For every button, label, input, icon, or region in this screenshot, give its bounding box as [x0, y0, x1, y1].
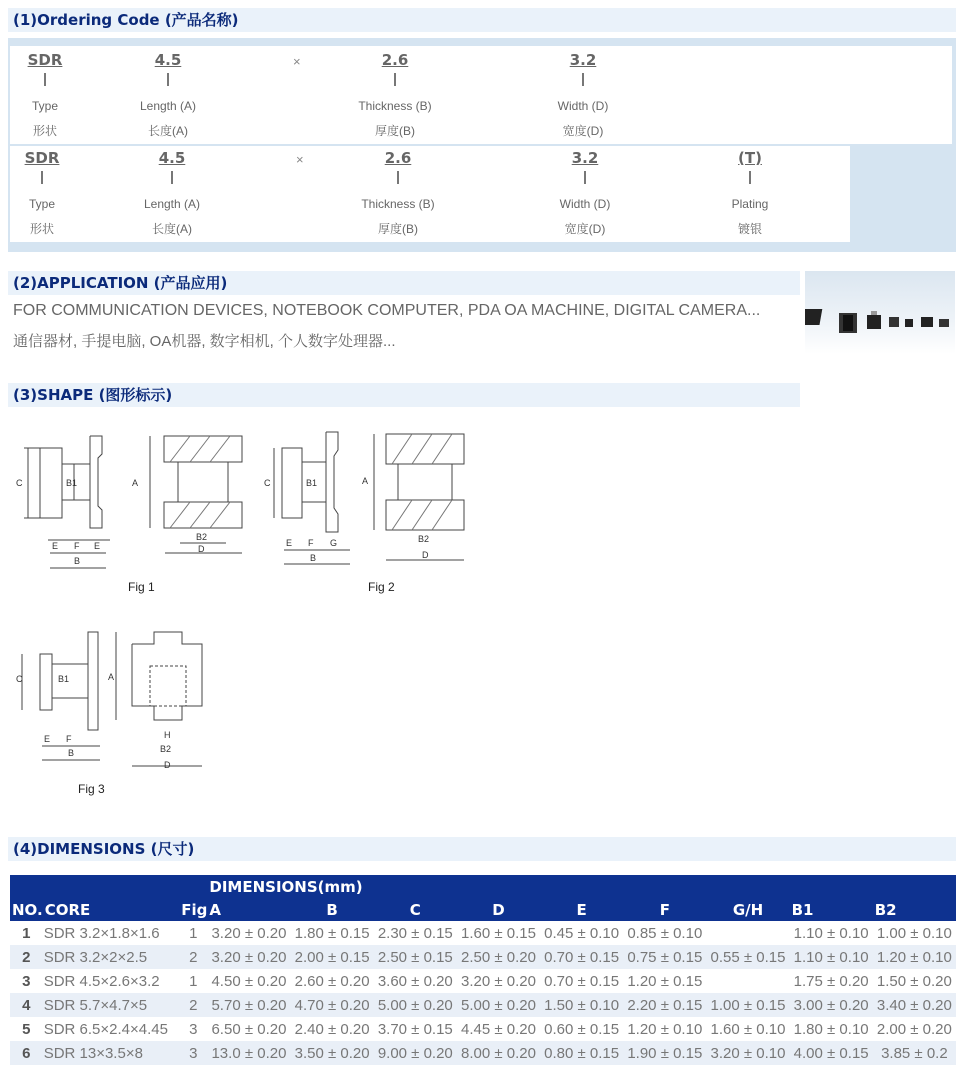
thickness-column: [348, 149, 448, 237]
type-label-cn: 形状: [32, 124, 57, 138]
table-cell: 4.00 ± 0.15: [790, 1041, 873, 1065]
table-header-row: [10, 898, 956, 921]
table-cell: 1.50 ± 0.20: [876, 972, 952, 990]
table-cell: 6.50 ± 0.20: [211, 1020, 287, 1038]
row-number: 6: [10, 1041, 43, 1065]
col-e: E: [540, 898, 623, 921]
width-code: 3.2: [569, 51, 597, 69]
dim-label: B1: [66, 478, 78, 488]
row-number: 3: [22, 972, 31, 990]
plating-label: Plating: [731, 197, 769, 211]
table-cell: 3.20 ± 0.10: [706, 1041, 789, 1065]
application-text-cn: 通信器材, 手提电脑, OA机器, 数字相机, 个人数字处理器...: [13, 333, 396, 350]
table-cell: [706, 969, 789, 993]
plating-column: [710, 149, 790, 237]
table-cell: 0.70 ± 0.15: [540, 945, 623, 969]
table-cell: 3.85 ± 0.2: [873, 1041, 956, 1065]
row-number: 2: [10, 945, 43, 969]
times-sign: ×: [296, 152, 304, 167]
table-cell: 2.00 ± 0.20: [876, 1020, 952, 1038]
table-row: [10, 1017, 956, 1041]
table-cell: 0.85 ± 0.10: [627, 924, 703, 942]
col-f: F: [623, 898, 706, 921]
col-gh: G/H: [706, 898, 789, 921]
table-cell: 5.70 ± 0.20: [207, 993, 290, 1017]
length-label: Length (A): [139, 99, 197, 113]
dimensions-header: (4)DIMENSIONS (尺寸): [8, 837, 956, 861]
table-cell: 3.70 ± 0.15: [377, 1020, 453, 1038]
type-column: [12, 149, 72, 237]
width-column: [545, 149, 625, 237]
table-body: [10, 921, 956, 1065]
dim-label: F: [74, 541, 80, 551]
table-cell: 1.90 ± 0.15: [623, 1041, 706, 1065]
row-number: 1: [22, 924, 31, 942]
figure-1-caption: Fig 1: [128, 580, 155, 594]
type-code: SDR: [24, 149, 60, 167]
shape-header: (3)SHAPE (图形标示): [8, 383, 800, 407]
dim-label: B2: [160, 744, 172, 754]
col-core: CORE: [43, 898, 179, 921]
dim-label: E: [44, 734, 51, 744]
dim-label: C: [264, 478, 271, 488]
width-code: 3.2: [571, 149, 599, 167]
table-cell: 1: [189, 972, 198, 990]
length-column: [132, 149, 212, 237]
figure-3-caption: Fig 3: [78, 782, 105, 796]
dim-label: G: [330, 538, 338, 548]
dim-label: B2: [418, 534, 430, 544]
thickness-code: 2.6: [381, 51, 409, 69]
table-cell: 0.60 ± 0.15: [544, 1020, 620, 1038]
table-row: [10, 969, 956, 993]
table-cell: 1.00 ± 0.10: [876, 924, 952, 942]
table-cell: 1.20 ± 0.10: [627, 1020, 703, 1038]
dim-label: E: [286, 538, 293, 548]
dim-label: B: [310, 553, 317, 563]
ordering-code-header: (1)Ordering Code (产品名称): [8, 8, 956, 32]
ordering-row-2: [10, 146, 850, 242]
table-cell: 2.60 ± 0.20: [294, 972, 370, 990]
table-cell: 1.10 ± 0.10: [790, 945, 873, 969]
ordering-row-1: [10, 46, 952, 144]
product-photo: [805, 271, 955, 354]
dim-label: H: [164, 730, 171, 740]
table-cell: 2.40 ± 0.20: [294, 1020, 370, 1038]
type-code: SDR: [27, 51, 63, 69]
table-cell: 3.20 ± 0.20: [460, 972, 536, 990]
table-cell: 0.80 ± 0.15: [540, 1041, 623, 1065]
table-cell: 4.50 ± 0.20: [211, 972, 287, 990]
table-cell: 8.00 ± 0.20: [457, 1041, 540, 1065]
table-cell: 3.50 ± 0.20: [291, 1041, 374, 1065]
table-cell: 1.75 ± 0.20: [793, 972, 869, 990]
table-cell: 0.75 ± 0.15: [623, 945, 706, 969]
dim-label: A: [132, 478, 139, 488]
table-cell: 4.70 ± 0.20: [291, 993, 374, 1017]
dimensions-table: [10, 875, 956, 1065]
dim-label: E: [94, 541, 101, 551]
table-cell: 3: [189, 1020, 198, 1038]
width-column: [543, 51, 623, 139]
table-row: [10, 921, 956, 945]
table-cell: 1.10 ± 0.10: [793, 924, 869, 942]
table-cell: 5.00 ± 0.20: [457, 993, 540, 1017]
dim-label: B: [74, 556, 81, 566]
application-header: (2)APPLICATION (产品应用): [8, 271, 800, 295]
type-label: Type: [28, 197, 55, 211]
thickness-label-cn: 厚度(B): [375, 124, 415, 138]
table-cell: 2.20 ± 0.15: [623, 993, 706, 1017]
width-label: Width (D): [557, 99, 609, 113]
table-cell: 1.80 ± 0.10: [793, 1020, 869, 1038]
dim-label: C: [16, 478, 23, 488]
core-name: SDR 4.5×2.6×3.2: [43, 972, 160, 990]
table-cell: 2: [179, 993, 207, 1017]
col-b2: B2: [873, 898, 956, 921]
core-name: SDR 13×3.5×8: [43, 1041, 179, 1065]
table-cell: 13.0 ± 0.20: [207, 1041, 290, 1065]
dimensions-group-header: DIMENSIONS(mm): [207, 875, 956, 898]
core-name: SDR 3.2×2×2.5: [43, 945, 179, 969]
table-cell: 1: [189, 924, 198, 942]
table-cell: 1.60 ± 0.10: [710, 1020, 786, 1038]
ordering-code-box: [8, 38, 956, 252]
length-label-cn: 长度(A): [148, 124, 188, 138]
col-b: B: [291, 898, 374, 921]
table-cell: 3: [179, 1041, 207, 1065]
plating-code: (T): [738, 149, 762, 167]
thickness-label-cn: 厚度(B): [378, 222, 418, 236]
type-label-cn: 形状: [29, 222, 54, 236]
core-name: SDR 5.7×4.7×5: [43, 993, 179, 1017]
dim-label: B2: [196, 532, 208, 542]
dim-label: F: [66, 734, 72, 744]
col-no: NO.: [10, 898, 43, 921]
table-cell: 3.40 ± 0.20: [873, 993, 956, 1017]
dim-label: A: [108, 672, 115, 682]
table-cell: 5.00 ± 0.20: [374, 993, 457, 1017]
figure-2-drawing: [262, 428, 472, 578]
type-column: [15, 51, 75, 139]
table-cell: 4.45 ± 0.20: [460, 1020, 536, 1038]
table-cell: 3.20 ± 0.20: [207, 945, 290, 969]
table-cell: 0.70 ± 0.15: [544, 972, 620, 990]
dim-label: B: [68, 748, 75, 758]
core-name: SDR 3.2×1.8×1.6: [43, 924, 160, 942]
table-cell: 1.60 ± 0.15: [460, 924, 536, 942]
table-row: [10, 993, 956, 1017]
table-cell: 2.50 ± 0.20: [457, 945, 540, 969]
dim-label: E: [52, 541, 59, 551]
core-name: SDR 6.5×2.4×4.45: [43, 1020, 168, 1038]
length-code: 4.5: [154, 51, 182, 69]
application-text-en: FOR COMMUNICATION DEVICES, NOTEBOOK COMPUTER, PDA OA MACHINE, DIGITAL CAMERA...: [13, 302, 761, 319]
dim-label: D: [198, 544, 205, 554]
figure-2-caption: Fig 2: [368, 580, 395, 594]
length-column: [128, 51, 208, 139]
table-cell: 0.45 ± 0.10: [544, 924, 620, 942]
row-number: 5: [22, 1020, 31, 1038]
length-code: 4.5: [158, 149, 186, 167]
thickness-label: Thickness (B): [361, 197, 435, 211]
thickness-column: [345, 51, 445, 139]
length-label-cn: 长度(A): [152, 222, 192, 236]
length-label: Length (A): [143, 197, 201, 211]
figure-1-drawing: [10, 428, 250, 578]
col-fig: Fig: [179, 898, 207, 921]
table-cell: 1.00 ± 0.15: [706, 993, 789, 1017]
table-cell: 1.20 ± 0.15: [627, 972, 703, 990]
thickness-code: 2.6: [384, 149, 412, 167]
plating-label-cn: 镀银: [737, 222, 762, 236]
table-cell: 1.20 ± 0.10: [873, 945, 956, 969]
thickness-label: Thickness (B): [358, 99, 432, 113]
dim-label: A: [362, 476, 369, 486]
table-cell: 1.80 ± 0.15: [294, 924, 370, 942]
width-label-cn: 宽度(D): [562, 124, 604, 138]
table-cell: 2.50 ± 0.15: [374, 945, 457, 969]
row-number: 4: [10, 993, 43, 1017]
width-label-cn: 宽度(D): [564, 222, 606, 236]
table-cell: [706, 921, 789, 945]
table-group-header-row: [10, 875, 956, 898]
dim-label: B1: [58, 674, 70, 684]
col-c: C: [374, 898, 457, 921]
table-cell: 3.00 ± 0.20: [790, 993, 873, 1017]
dim-label: C: [16, 674, 23, 684]
table-cell: 0.55 ± 0.15: [706, 945, 789, 969]
times-sign: ×: [293, 54, 301, 69]
col-a: A: [207, 898, 290, 921]
dim-label: D: [164, 760, 171, 770]
col-d: D: [457, 898, 540, 921]
figure-3-drawing: [10, 624, 210, 774]
table-cell: 3.60 ± 0.20: [377, 972, 453, 990]
table-cell: 2.30 ± 0.15: [377, 924, 453, 942]
type-label: Type: [31, 99, 58, 113]
width-label: Width (D): [559, 197, 611, 211]
table-row: [10, 945, 956, 969]
table-cell: 1.50 ± 0.10: [540, 993, 623, 1017]
col-b1: B1: [790, 898, 873, 921]
table-cell: 3.20 ± 0.20: [211, 924, 287, 942]
table-row: [10, 1041, 956, 1065]
dim-label: F: [308, 538, 314, 548]
dim-label: B1: [306, 478, 318, 488]
dim-label: D: [422, 550, 429, 560]
table-cell: 2: [179, 945, 207, 969]
table-cell: 9.00 ± 0.20: [374, 1041, 457, 1065]
table-cell: 2.00 ± 0.15: [291, 945, 374, 969]
